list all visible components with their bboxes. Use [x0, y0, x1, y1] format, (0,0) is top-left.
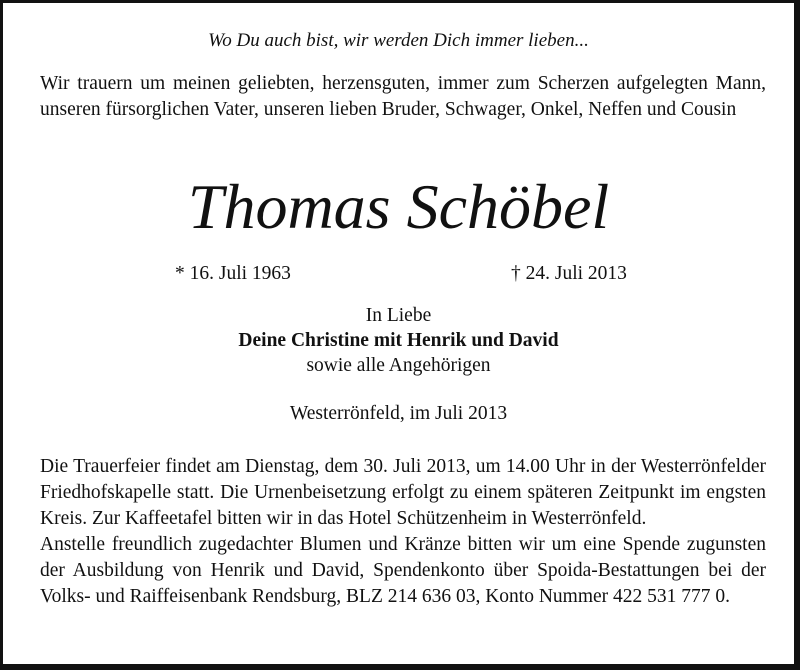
death-date: † 24. Juli 2013	[511, 263, 627, 284]
in-love-line: In Liebe	[365, 305, 432, 326]
ceremony-paragraph: Die Trauerfeier findet am Dienstag, dem 30. Juli 2013, um 14.00 Uhr in der Westerrönfelder Friedhofskapelle statt. Die Urnenbeisetzung erfolgt zu einem späteren Zeitpunkt im engsten Kreis. Zur Kaffeetafel bitten wir in das Hotel Schützenheim in Westerrönfeld.	[40, 456, 766, 529]
birth-date: * 16. Juli 1963	[175, 263, 291, 284]
deceased-name: Thomas Schöbel	[187, 171, 610, 242]
donation-paragraph: Anstelle freundlich zugedachter Blumen und Kränze bitten wir um eine Spende zugunsten der Ausbildung von Henrik und David, Spendenkonto über Spoida-Bestattungen bei der Volks- und Raiffeisenbank Rendsburg, BLZ 214 636 03, Konto Nummer 422 531 777 0.	[40, 534, 766, 607]
place-date: Westerrönfeld, im Juli 2013	[289, 403, 508, 424]
ceremony-details	[40, 454, 766, 610]
intro-paragraph: Wir trauern um meinen geliebten, herzensguten, immer zum Scherzen aufgelegten Mann, unseren fürsorglichen Vater, unseren lieben Bruder, Schwager, Onkel, Neffen und Cousin	[40, 73, 766, 120]
motto: Wo Du auch bist, wir werden Dich immer lieben...	[208, 30, 589, 51]
relatives-line: sowie alle Angehörigen	[306, 355, 491, 376]
family-names: Deine Christine mit Henrik und David	[238, 330, 559, 351]
